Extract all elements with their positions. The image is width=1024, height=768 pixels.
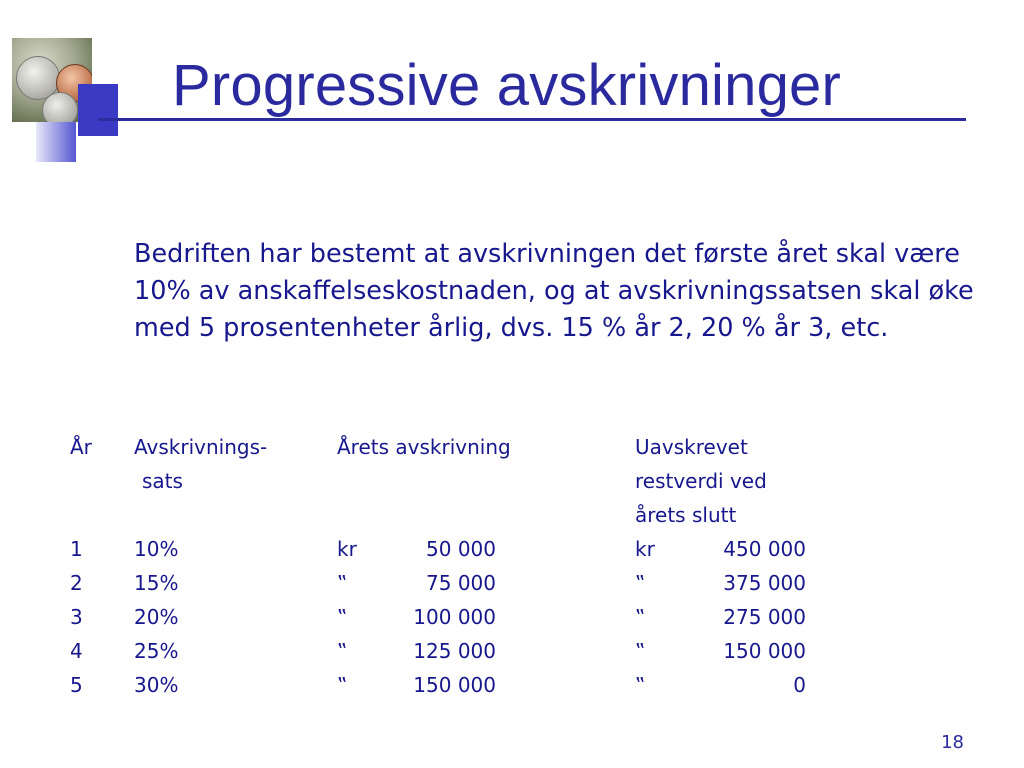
row-res-amount: 275 000: [723, 605, 806, 629]
row-dep-amount: 100 000: [413, 605, 496, 629]
decor-square: [36, 122, 76, 162]
coin-image: [42, 92, 78, 122]
header-year: År: [70, 435, 92, 459]
slide-title: Progressive avskrivninger: [172, 53, 842, 118]
row-dep-prefix: kr: [337, 537, 357, 561]
row-res-prefix: ‟: [635, 673, 646, 697]
row-rate: 25%: [134, 639, 179, 663]
row-year: 1: [70, 537, 83, 561]
row-res-amount: 450 000: [723, 537, 806, 561]
row-dep-prefix: ‟: [337, 571, 348, 595]
row-dep-prefix: ‟: [337, 605, 348, 629]
body-paragraph: Bedriften har bestemt at avskrivningen det første året skal være 10% av anskaffelseskostnaden, og at avskrivningssatsen skal øke med 5 prosentenheter årlig, dvs. 15 % år 2, 20 % år 3, etc.: [134, 239, 974, 343]
depreciation-table: [0, 430, 1024, 710]
page-number: 18: [941, 732, 964, 753]
row-res-prefix: kr: [635, 537, 655, 561]
row-rate: 30%: [134, 673, 179, 697]
row-dep-prefix: ‟: [337, 639, 348, 663]
row-rate: 20%: [134, 605, 179, 629]
row-res-amount: 375 000: [723, 571, 806, 595]
row-year: 4: [70, 639, 83, 663]
row-res-amount: 150 000: [723, 639, 806, 663]
row-dep-amount: 75 000: [426, 571, 496, 595]
row-year: 5: [70, 673, 83, 697]
row-dep-amount: 150 000: [413, 673, 496, 697]
header-residual: Uavskrevet: [635, 435, 748, 459]
header-depreciation: Årets avskrivning: [337, 435, 511, 459]
row-res-prefix: ‟: [635, 639, 646, 663]
header-rate: Avskrivnings-: [134, 435, 268, 459]
decor-square: [78, 84, 118, 136]
row-dep-amount: 50 000: [426, 537, 496, 561]
row-res-prefix: ‟: [635, 571, 646, 595]
row-year: 3: [70, 605, 83, 629]
row-rate: 15%: [134, 571, 179, 595]
header-rate-cont: sats: [142, 469, 183, 493]
row-dep-amount: 125 000: [413, 639, 496, 663]
row-year: 2: [70, 571, 83, 595]
row-res-prefix: ‟: [635, 605, 646, 629]
header-residual-cont: restverdi ved: [635, 469, 767, 493]
row-dep-prefix: ‟: [337, 673, 348, 697]
row-res-amount: 0: [793, 673, 806, 697]
header-residual-cont: årets slutt: [635, 503, 737, 527]
row-rate: 10%: [134, 537, 179, 561]
